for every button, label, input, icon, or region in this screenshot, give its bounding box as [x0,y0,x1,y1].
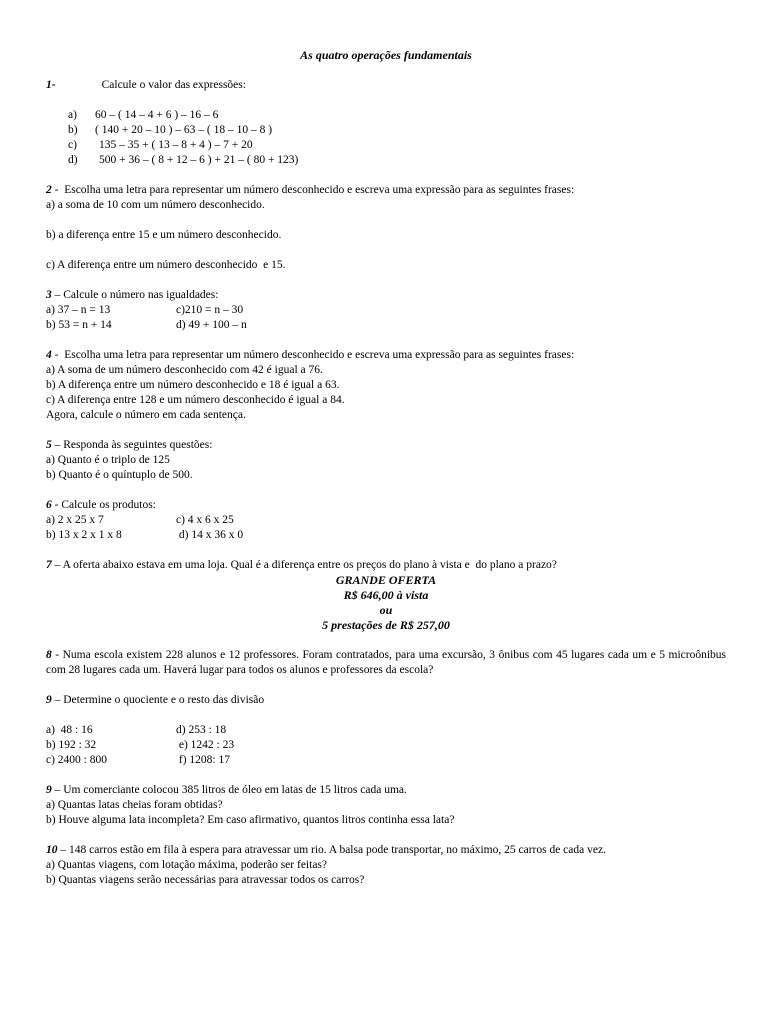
question-number: 9 [46,694,52,706]
question-9-division [46,693,726,708]
list-item: a) 48 : 16 d) 253 : 18 [46,724,227,736]
list-item: a) A soma de um número desconhecido com 42 é igual a 76. [46,364,323,376]
question-text: – A oferta abaixo estava em uma loja. Qual é a diferença entre os preços do plano à vista e do plano a prazo? [51,559,557,571]
question-5 [46,438,726,453]
list-item: c) 135 – 35 + ( 13 – 8 + 4 ) – 7 + 20 [68,139,253,151]
question-1-items [68,108,726,168]
question-10 [46,843,726,858]
question-number: 1- [46,79,56,91]
offer-or: ou [379,603,393,617]
question-3 [46,288,726,303]
list-item: a) Quanto é o triplo de 125 [46,454,170,466]
list-item: b) 192 : 32 e) 1242 : 23 [46,739,235,751]
list-item: a) 60 – ( 14 – 4 + 6 ) – 16 – 6 [68,109,219,121]
question-number: 5 [46,439,52,451]
list-item: b) Quanto é o quíntuplo de 500. [46,469,193,481]
list-item: a) a soma de 10 com um número desconhecido. [46,199,265,211]
list-item: b) 53 = n + 14 d) 49 + 100 – n [46,319,247,331]
list-item: Agora, calcule o número em cada sentença. [46,409,246,421]
question-number: 6 [46,499,52,511]
offer-cash-price: R$ 646,00 à vista [343,588,429,602]
list-item: b) Quantas viagens serão necessárias para atravessar todos os carros? [46,874,365,886]
question-2 [46,183,726,198]
question-text: - Calcule os produtos: [51,499,156,511]
question-text: – 148 carros estão em fila à espera para atravessar um rio. A balsa pode transportar, no máximo, 25 carros de cada vez. [57,844,606,856]
list-item: b) 13 x 2 x 1 x 8 d) 14 x 36 x 0 [46,529,244,541]
question-text: – Determine o quociente e o resto das divisão [51,694,265,706]
question-text: - Escolha uma letra para representar um número desconhecido e escreva uma expressão para as seguintes frases: [51,349,575,361]
question-text: – Responda às seguintes questões: [51,439,213,451]
question-number: 9 [46,784,52,796]
question-number: 2 [46,184,52,196]
document-page [46,48,726,888]
question-9-oil [46,783,726,798]
list-item: c) 2400 : 800 f) 1208: 17 [46,754,230,766]
question-text: Calcule o valor das expressões: [101,79,246,91]
question-4 [46,348,726,363]
page-title: As quatro operações fundamentais [300,48,472,62]
list-item: a) Quantas latas cheias foram obtidas? [46,799,223,811]
list-item: b) a diferença entre 15 e um número desconhecido. [46,229,282,241]
list-item: c) A diferença entre um número desconhecido e 15. [46,259,286,271]
question-number: 3 [46,289,52,301]
question-number: 4 [46,349,52,361]
question-1 [46,78,726,93]
question-7 [46,558,726,573]
offer-heading: GRANDE OFERTA [335,573,437,587]
question-number: 8 [46,649,52,661]
list-item: d) 500 + 36 – ( 8 + 12 – 6 ) + 21 – ( 80 + 123) [68,154,299,166]
list-item: a) Quantas viagens, com lotação máxima, poderão ser feitas? [46,859,327,871]
offer-installments: 5 prestações de R$ 257,00 [322,618,450,632]
question-text: - Escolha uma letra para representar um número desconhecido e escreva uma expressão para as seguintes frases: [51,184,575,196]
question-8 [46,648,726,678]
question-text: – Um comerciante colocou 385 litros de óleo em latas de 15 litros cada uma. [51,784,407,796]
list-item: b) A diferença entre um número desconhecido e 18 é igual a 63. [46,379,340,391]
question-number: 10 [46,844,58,856]
question-number: 7 [46,559,52,571]
list-item: a) 37 – n = 13 c)210 = n – 30 [46,304,244,316]
question-6 [46,498,726,513]
list-item: c) A diferença entre 128 e um número desconhecido é igual a 84. [46,394,345,406]
list-item: a) 2 x 25 x 7 c) 4 x 6 x 25 [46,514,234,526]
question-text: – Calcule o número nas igualdades: [51,289,219,301]
list-item: b) Houve alguma lata incompleta? Em caso afirmativo, quantos litros continha essa lata? [46,814,455,826]
question-text: - Numa escola existem 228 alunos e 12 professores. Foram contratados, para uma excursão, 3 ônibus com 45 lugares cada um e 5 microônibus com 28 lugares cada um. Haverá lugar para todos os alunos e professores da escola? [46,649,726,676]
list-item: b) ( 140 + 20 – 10 ) – 63 – ( 18 – 10 – 8 ) [68,124,273,136]
